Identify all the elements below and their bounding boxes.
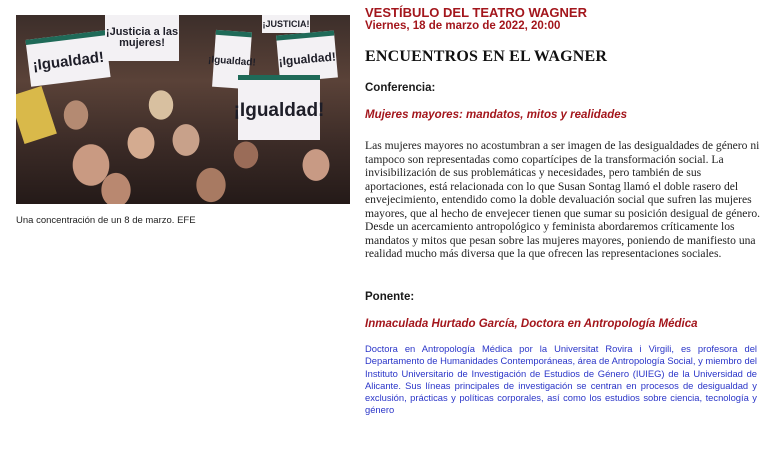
event-photo: [16, 15, 350, 204]
photo-caption: Una concentración de un 8 de marzo. EFE: [16, 215, 196, 226]
protest-sign-justicia: ¡Justicia a las mujeres!: [105, 15, 179, 61]
protest-sign-igualdad: ¡Igualdad!: [25, 30, 110, 86]
event-venue: VESTÍBULO DEL TEATRO WAGNER: [365, 5, 587, 20]
protest-sign-justicia: ¡JUSTICIA!: [262, 15, 310, 33]
protest-sign-igualdad: ¡Igualdad!: [212, 30, 252, 89]
conference-title: Mujeres mayores: mandatos, mitos y realidades: [365, 109, 628, 121]
protest-sign-yellow: [16, 86, 57, 144]
protest-sign-igualdad: ¡Igualdad!: [238, 75, 320, 140]
protest-sign-igualdad: ¡Igualdad!: [276, 31, 338, 83]
speaker-bio: Doctora en Antropología Médica por la Universitat Rovira i Virgili, es profesora del Departamento de Humanidades Contemporáneas, área de Antropología Social, y miembro del Instituto Universitario de Investigación de Estudios de Género (IUIEG) de la Universidad de Alicante. Sus líneas principales de investigación se centran en procesos de desigualdad y exclusión, prácticas y políticas corporales, así como los estudios sobre ciencia, tecnología y género: [365, 343, 757, 416]
series-title: ENCUENTROS EN EL WAGNER: [365, 48, 608, 65]
conference-description: Las mujeres mayores no acostumbran a ser imagen de las desigualdades de género ni tampoco son representadas como copartícipes de la transformación social. La invisibilización de sus problemáticas y necesidades, pero también de sus aportaciones, está relacionada con lo que Susan Sontag llamó el doble rasero del envejecimiento, entendido como la doble devaluación social que sufren las mujeres mayores, que al hecho de envejecer tienen que sumar su posición desigual de género. Desde un acercamiento antropológico y feminista abordaremos críticamente los mandatos y mitos que pesan sobre las mujeres mayores, poniendo de manifiesto una realidad mucho más diversa que la que ofrecen las representaciones sociales.: [365, 139, 761, 260]
conference-label: Conferencia:: [365, 82, 436, 94]
event-date: Viernes, 18 de marzo de 2022, 20:00: [365, 20, 561, 32]
speaker-label: Ponente:: [365, 291, 415, 303]
speaker-name: Inmaculada Hurtado García, Doctora en Antropología Médica: [365, 318, 698, 330]
